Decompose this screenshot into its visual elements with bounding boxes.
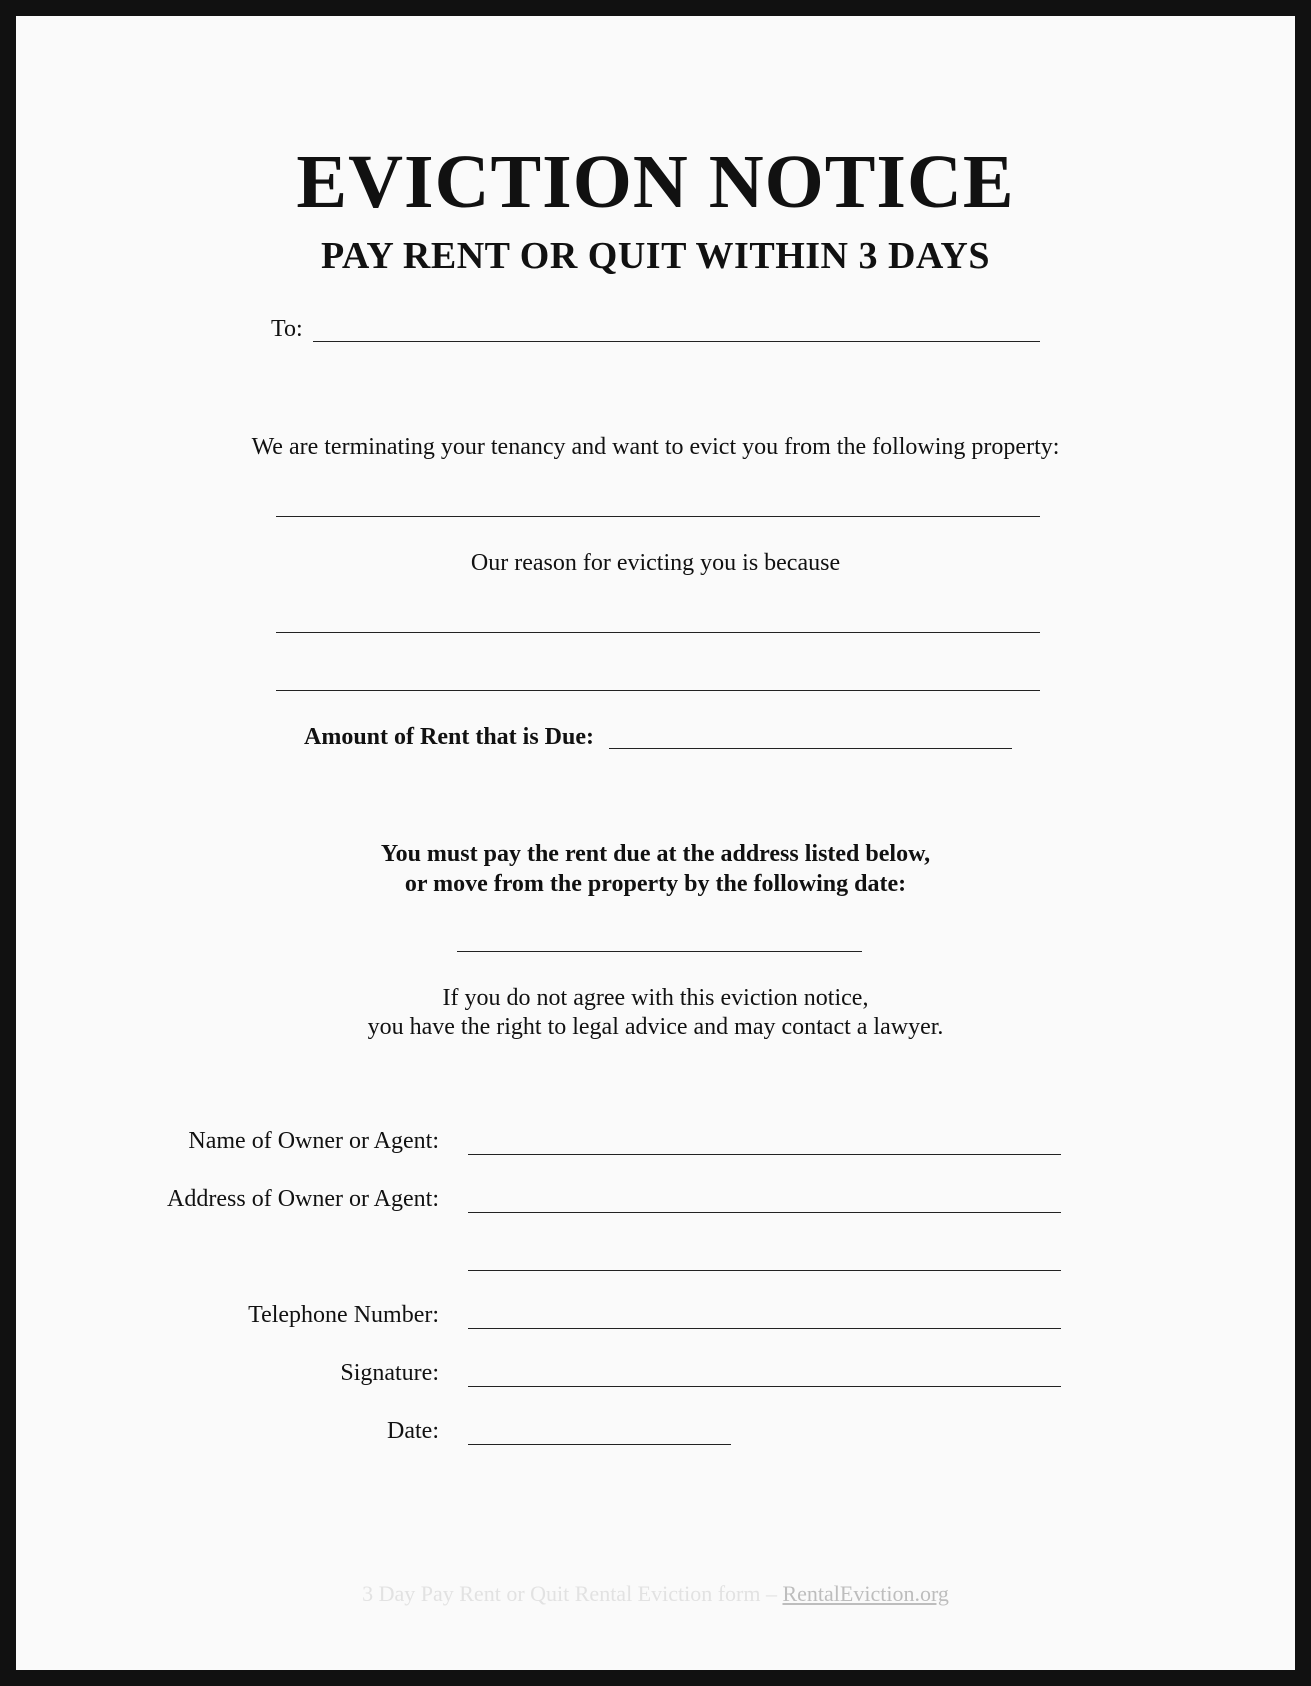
move-date-blank-line[interactable] xyxy=(457,951,862,952)
pay-notice-line-2: or move from the property by the following date: xyxy=(404,871,907,897)
rent-due-label: Amount of Rent that is Due: xyxy=(304,724,594,750)
reason-blank-line-1[interactable] xyxy=(276,632,1040,633)
signature-blank-line[interactable] xyxy=(468,1386,1061,1387)
termination-text: We are terminating your tenancy and want to evict you from the following property: xyxy=(251,434,1060,460)
reason-text: Our reason for evicting you is because xyxy=(470,550,841,576)
date-label: Date: xyxy=(387,1418,439,1444)
to-blank-line[interactable] xyxy=(313,341,1040,342)
footer-link[interactable]: RentalEviction.org xyxy=(782,1581,949,1606)
telephone-label: Telephone Number: xyxy=(248,1302,439,1328)
reason-blank-line-2[interactable] xyxy=(276,690,1040,691)
owner-address-label: Address of Owner or Agent: xyxy=(167,1186,439,1212)
legal-notice-line-1: If you do not agree with this eviction notice, xyxy=(442,985,869,1011)
footer-text: 3 Day Pay Rent or Quit Rental Eviction form – xyxy=(362,1581,783,1606)
to-label: To: xyxy=(271,316,303,342)
telephone-blank-line[interactable] xyxy=(468,1328,1061,1329)
footer xyxy=(16,1581,1295,1607)
owner-name-blank-line[interactable] xyxy=(468,1154,1061,1155)
date-blank-line[interactable] xyxy=(468,1444,731,1445)
owner-name-label: Name of Owner or Agent: xyxy=(188,1128,439,1154)
pay-notice-line-1: You must pay the rent due at the address listed below, xyxy=(380,841,931,867)
signature-label: Signature: xyxy=(340,1360,439,1386)
document-title: EVICTION NOTICE xyxy=(296,140,1015,224)
owner-address-blank-line-2[interactable] xyxy=(468,1270,1061,1271)
document-subtitle: PAY RENT OR QUIT WITHIN 3 DAYS xyxy=(321,235,990,277)
owner-address-blank-line-1[interactable] xyxy=(468,1212,1061,1213)
legal-notice-line-2: you have the right to legal advice and may contact a lawyer. xyxy=(367,1014,944,1040)
property-blank-line[interactable] xyxy=(276,516,1040,517)
rent-due-blank-line[interactable] xyxy=(609,748,1012,749)
